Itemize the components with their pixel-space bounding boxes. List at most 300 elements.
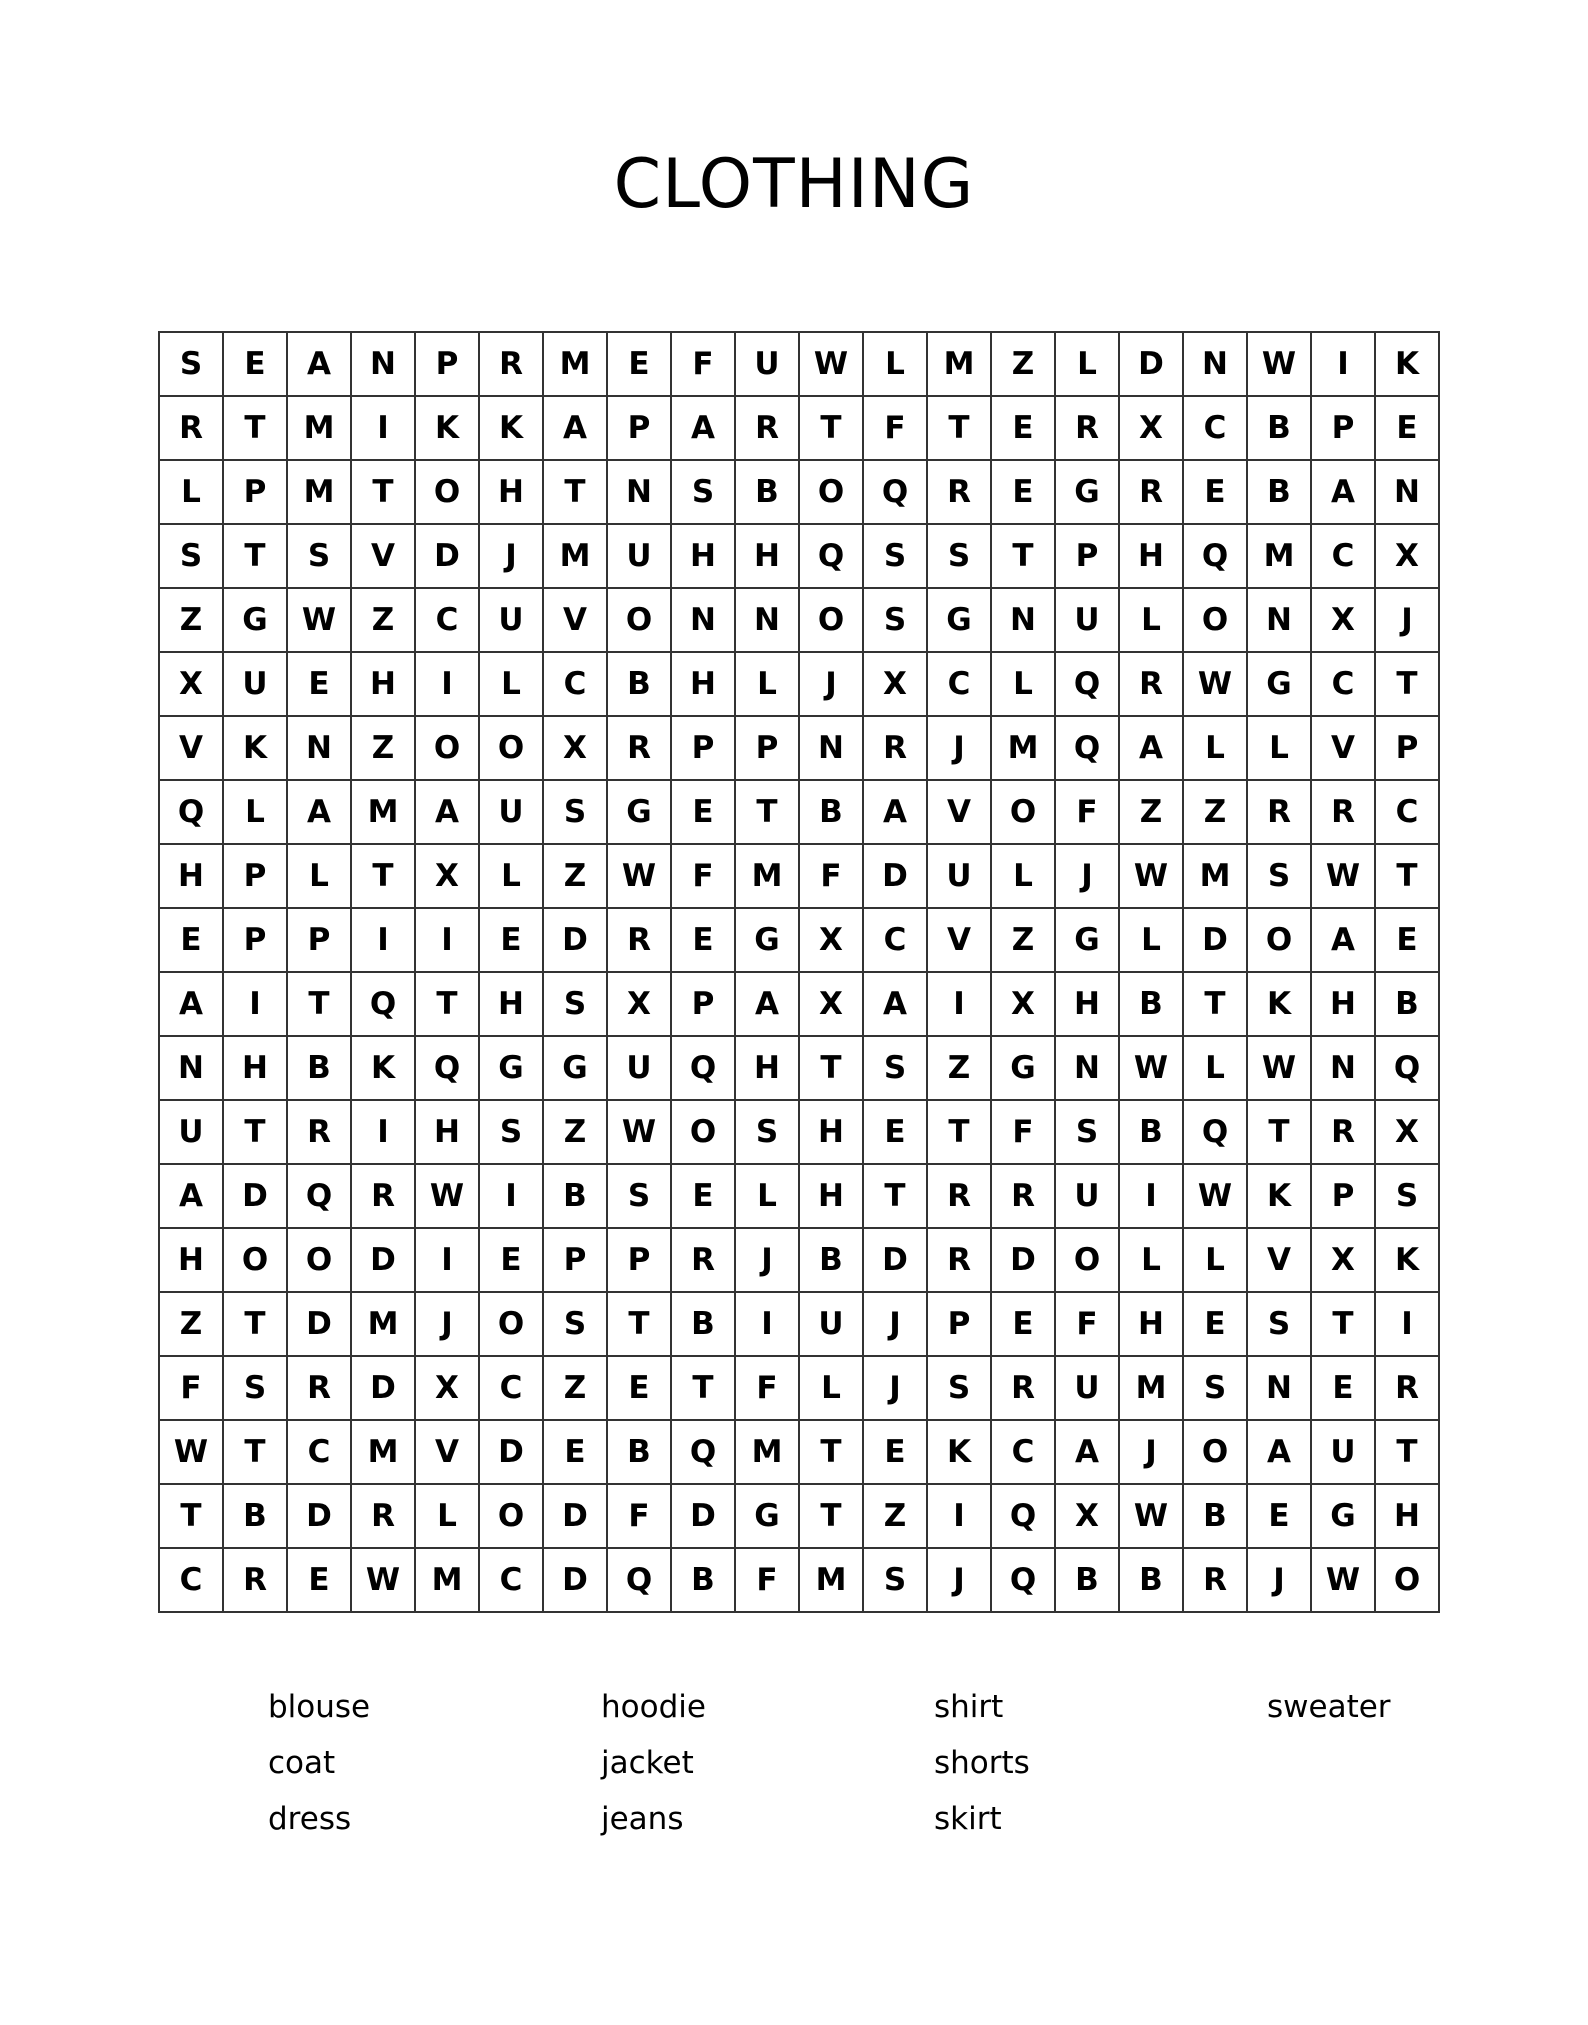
grid-cell: X [544, 717, 608, 781]
grid-cell: T [992, 525, 1056, 589]
grid-cell: P [928, 1293, 992, 1357]
grid-cell: K [1376, 1229, 1440, 1293]
grid-cell: E [1184, 1293, 1248, 1357]
grid-cell: T [352, 461, 416, 525]
grid-cell: N [1056, 1037, 1120, 1101]
grid-cell: E [992, 461, 1056, 525]
grid-cell: R [736, 397, 800, 461]
grid-cell: T [224, 525, 288, 589]
grid-cell: Q [160, 781, 224, 845]
grid-cell: L [480, 845, 544, 909]
grid-cell: E [1376, 397, 1440, 461]
grid-cell: W [160, 1421, 224, 1485]
grid-cell: X [1376, 1101, 1440, 1165]
grid-cell: K [352, 1037, 416, 1101]
grid-cell: S [864, 1549, 928, 1613]
grid-cell: X [800, 973, 864, 1037]
grid-cell: Q [1056, 653, 1120, 717]
grid-cell: H [1376, 1485, 1440, 1549]
grid-cell: P [288, 909, 352, 973]
grid-cell: E [992, 1293, 1056, 1357]
grid-cell: G [992, 1037, 1056, 1101]
grid-cell: V [928, 909, 992, 973]
word-list-item: jeans [601, 1801, 684, 1837]
grid-cell: L [416, 1485, 480, 1549]
grid-cell: N [352, 333, 416, 397]
grid-cell: S [160, 525, 224, 589]
grid-cell: P [544, 1229, 608, 1293]
grid-cell: O [416, 461, 480, 525]
grid-cell: U [800, 1293, 864, 1357]
grid-cell: F [160, 1357, 224, 1421]
grid-cell: A [672, 397, 736, 461]
grid-cell: E [672, 781, 736, 845]
grid-cell: S [160, 333, 224, 397]
grid-cell: I [736, 1293, 800, 1357]
grid-cell: Q [1376, 1037, 1440, 1101]
grid-cell: J [1056, 845, 1120, 909]
grid-cell: T [1184, 973, 1248, 1037]
grid-cell: B [672, 1293, 736, 1357]
grid-cell: N [288, 717, 352, 781]
grid-cell: I [416, 1229, 480, 1293]
grid-cell: U [608, 1037, 672, 1101]
grid-cell: O [1184, 1421, 1248, 1485]
grid-cell: S [480, 1101, 544, 1165]
grid-cell: U [736, 333, 800, 397]
grid-cell: O [800, 589, 864, 653]
grid-cell: D [992, 1229, 1056, 1293]
grid-cell: B [1184, 1485, 1248, 1549]
grid-cell: M [928, 333, 992, 397]
grid-cell: P [1056, 525, 1120, 589]
grid-cell: J [1376, 589, 1440, 653]
grid-cell: F [1056, 1293, 1120, 1357]
grid-cell: A [1120, 717, 1184, 781]
grid-cell: L [288, 845, 352, 909]
grid-cell: T [1376, 845, 1440, 909]
grid-cell: S [1376, 1165, 1440, 1229]
grid-cell: R [1312, 781, 1376, 845]
grid-cell: H [736, 1037, 800, 1101]
grid-cell: F [672, 845, 736, 909]
grid-cell: H [1120, 525, 1184, 589]
grid-cell: Q [352, 973, 416, 1037]
grid-cell: P [224, 461, 288, 525]
grid-cell: I [928, 1485, 992, 1549]
grid-cell: M [800, 1549, 864, 1613]
grid-cell: N [992, 589, 1056, 653]
word-list-item: dress [268, 1801, 352, 1837]
grid-cell: P [1312, 1165, 1376, 1229]
grid-cell: Z [864, 1485, 928, 1549]
grid-cell: M [352, 781, 416, 845]
grid-cell: W [608, 845, 672, 909]
word-list-item: jacket [601, 1745, 694, 1781]
grid-cell: F [800, 845, 864, 909]
grid-cell: V [544, 589, 608, 653]
grid-cell: S [864, 589, 928, 653]
grid-cell: P [416, 333, 480, 397]
grid-cell: A [288, 333, 352, 397]
grid-cell: O [1248, 909, 1312, 973]
grid-cell: A [864, 781, 928, 845]
grid-cell: R [992, 1165, 1056, 1229]
grid-cell: P [672, 973, 736, 1037]
grid-cell: D [672, 1485, 736, 1549]
grid-cell: H [672, 525, 736, 589]
grid-cell: U [928, 845, 992, 909]
grid-cell: C [480, 1357, 544, 1421]
grid-cell: S [1184, 1357, 1248, 1421]
grid-cell: T [1376, 653, 1440, 717]
grid-cell: T [224, 1293, 288, 1357]
grid-cell: K [480, 397, 544, 461]
grid-cell: B [1248, 397, 1312, 461]
word-list-item: blouse [268, 1689, 371, 1725]
grid-cell: R [992, 1357, 1056, 1421]
grid-cell: O [480, 717, 544, 781]
grid-cell: T [352, 845, 416, 909]
grid-cell: I [1312, 333, 1376, 397]
grid-cell: F [672, 333, 736, 397]
grid-cell: Q [672, 1421, 736, 1485]
grid-cell: D [864, 845, 928, 909]
grid-cell: H [800, 1165, 864, 1229]
grid-cell: D [544, 1549, 608, 1613]
grid-cell: K [1376, 333, 1440, 397]
grid-cell: K [1248, 1165, 1312, 1229]
grid-cell: A [160, 973, 224, 1037]
grid-cell: V [928, 781, 992, 845]
grid-cell: S [672, 461, 736, 525]
grid-cell: C [1376, 781, 1440, 845]
grid-cell: R [1312, 1101, 1376, 1165]
grid-cell: E [544, 1421, 608, 1485]
grid-cell: A [736, 973, 800, 1037]
grid-cell: G [1056, 909, 1120, 973]
grid-cell: X [160, 653, 224, 717]
grid-cell: M [544, 333, 608, 397]
grid-cell: A [1312, 461, 1376, 525]
grid-cell: U [608, 525, 672, 589]
grid-cell: X [1376, 525, 1440, 589]
grid-cell: Z [160, 1293, 224, 1357]
grid-cell: H [800, 1101, 864, 1165]
grid-cell: D [224, 1165, 288, 1229]
grid-cell: I [1376, 1293, 1440, 1357]
grid-cell: G [480, 1037, 544, 1101]
grid-cell: L [224, 781, 288, 845]
grid-cell: I [416, 909, 480, 973]
grid-cell: N [1184, 333, 1248, 397]
grid-cell: Z [160, 589, 224, 653]
grid-cell: G [224, 589, 288, 653]
grid-cell: P [224, 845, 288, 909]
grid-cell: F [608, 1485, 672, 1549]
grid-cell: Q [1056, 717, 1120, 781]
grid-cell: G [608, 781, 672, 845]
grid-cell: P [1376, 717, 1440, 781]
grid-cell: T [160, 1485, 224, 1549]
grid-cell: U [224, 653, 288, 717]
grid-cell: O [1184, 589, 1248, 653]
grid-cell: Z [1184, 781, 1248, 845]
grid-cell: T [544, 461, 608, 525]
grid-cell: T [800, 1037, 864, 1101]
grid-cell: A [1056, 1421, 1120, 1485]
grid-cell: A [160, 1165, 224, 1229]
grid-cell: E [608, 1357, 672, 1421]
grid-cell: U [1056, 1357, 1120, 1421]
grid-cell: E [288, 1549, 352, 1613]
grid-cell: S [928, 1357, 992, 1421]
grid-cell: L [864, 333, 928, 397]
word-list-item: coat [268, 1745, 336, 1781]
grid-cell: K [224, 717, 288, 781]
grid-cell: Z [544, 1357, 608, 1421]
grid-cell: W [1312, 1549, 1376, 1613]
grid-cell: I [1120, 1165, 1184, 1229]
grid-cell: B [608, 653, 672, 717]
grid-cell: W [1184, 1165, 1248, 1229]
grid-cell: S [544, 781, 608, 845]
grid-cell: A [1248, 1421, 1312, 1485]
grid-cell: H [160, 1229, 224, 1293]
grid-cell: P [672, 717, 736, 781]
grid-cell: W [288, 589, 352, 653]
grid-cell: O [992, 781, 1056, 845]
grid-cell: Z [544, 1101, 608, 1165]
grid-cell: B [672, 1549, 736, 1613]
grid-cell: Z [992, 333, 1056, 397]
grid-cell: T [928, 397, 992, 461]
grid-cell: L [480, 653, 544, 717]
grid-cell: I [352, 909, 416, 973]
grid-cell: J [736, 1229, 800, 1293]
grid-cell: J [864, 1357, 928, 1421]
grid-cell: G [736, 1485, 800, 1549]
grid-cell: T [736, 781, 800, 845]
grid-cell: N [800, 717, 864, 781]
grid-cell: N [1312, 1037, 1376, 1101]
grid-cell: L [1120, 909, 1184, 973]
grid-cell: D [352, 1229, 416, 1293]
word-search-grid [158, 331, 1440, 1613]
grid-cell: M [352, 1293, 416, 1357]
grid-cell: E [288, 653, 352, 717]
grid-cell: Q [992, 1485, 1056, 1549]
grid-cell: L [1120, 589, 1184, 653]
grid-cell: Q [288, 1165, 352, 1229]
grid-cell: Z [544, 845, 608, 909]
grid-cell: C [1312, 653, 1376, 717]
grid-cell: K [416, 397, 480, 461]
grid-cell: G [1248, 653, 1312, 717]
word-list-item: shirt [934, 1689, 1004, 1725]
grid-cell: L [1056, 333, 1120, 397]
grid-cell: M [352, 1421, 416, 1485]
grid-cell: M [1248, 525, 1312, 589]
grid-cell: K [928, 1421, 992, 1485]
grid-cell: W [1248, 333, 1312, 397]
grid-cell: Q [672, 1037, 736, 1101]
grid-cell: Z [992, 909, 1056, 973]
grid-cell: G [544, 1037, 608, 1101]
grid-cell: H [224, 1037, 288, 1101]
grid-cell: M [416, 1549, 480, 1613]
grid-cell: S [224, 1357, 288, 1421]
word-list-item: hoodie [601, 1689, 706, 1725]
grid-cell: S [928, 525, 992, 589]
grid-cell: R [608, 717, 672, 781]
grid-cell: B [224, 1485, 288, 1549]
grid-cell: L [992, 845, 1056, 909]
grid-cell: Z [352, 717, 416, 781]
grid-cell: H [672, 653, 736, 717]
grid-cell: S [544, 973, 608, 1037]
grid-cell: H [352, 653, 416, 717]
grid-cell: J [800, 653, 864, 717]
grid-cell: I [352, 397, 416, 461]
grid-cell: Q [1184, 525, 1248, 589]
grid-cell: M [736, 845, 800, 909]
grid-cell: E [672, 1165, 736, 1229]
grid-cell: W [1312, 845, 1376, 909]
grid-cell: X [416, 845, 480, 909]
grid-cell: F [992, 1101, 1056, 1165]
grid-cell: B [800, 1229, 864, 1293]
grid-cell: R [864, 717, 928, 781]
grid-cell: T [864, 1165, 928, 1229]
grid-cell: P [608, 397, 672, 461]
grid-cell: E [1184, 461, 1248, 525]
grid-cell: H [480, 973, 544, 1037]
grid-cell: A [416, 781, 480, 845]
grid-cell: X [1120, 397, 1184, 461]
grid-cell: X [416, 1357, 480, 1421]
grid-cell: X [864, 653, 928, 717]
grid-cell: C [288, 1421, 352, 1485]
grid-cell: U [1056, 589, 1120, 653]
grid-cell: M [992, 717, 1056, 781]
grid-cell: I [416, 653, 480, 717]
grid-cell: S [544, 1293, 608, 1357]
grid-cell: H [1120, 1293, 1184, 1357]
grid-cell: O [672, 1101, 736, 1165]
grid-cell: D [480, 1421, 544, 1485]
grid-cell: C [864, 909, 928, 973]
grid-cell: I [480, 1165, 544, 1229]
grid-cell: W [1248, 1037, 1312, 1101]
grid-cell: X [1056, 1485, 1120, 1549]
grid-cell: B [544, 1165, 608, 1229]
grid-cell: O [1056, 1229, 1120, 1293]
grid-cell: D [288, 1293, 352, 1357]
grid-cell: W [1184, 653, 1248, 717]
grid-cell: H [480, 461, 544, 525]
grid-cell: J [928, 717, 992, 781]
grid-cell: B [1376, 973, 1440, 1037]
grid-cell: E [1376, 909, 1440, 973]
grid-cell: Z [928, 1037, 992, 1101]
grid-cell: R [1120, 653, 1184, 717]
grid-cell: R [928, 1165, 992, 1229]
word-list-item: shorts [934, 1745, 1030, 1781]
grid-cell: C [544, 653, 608, 717]
grid-cell: I [224, 973, 288, 1037]
grid-cell: R [480, 333, 544, 397]
grid-cell: R [352, 1485, 416, 1549]
grid-cell: Q [992, 1549, 1056, 1613]
grid-cell: H [1312, 973, 1376, 1037]
grid-cell: M [544, 525, 608, 589]
grid-cell: F [736, 1549, 800, 1613]
grid-cell: B [288, 1037, 352, 1101]
grid-cell: S [1056, 1101, 1120, 1165]
grid-cell: O [416, 717, 480, 781]
grid-cell: Q [864, 461, 928, 525]
grid-cell: D [1184, 909, 1248, 973]
grid-cell: F [1056, 781, 1120, 845]
grid-cell: C [1312, 525, 1376, 589]
grid-cell: C [1184, 397, 1248, 461]
grid-cell: E [992, 397, 1056, 461]
grid-cell: B [800, 781, 864, 845]
grid-cell: E [864, 1101, 928, 1165]
grid-cell: R [1120, 461, 1184, 525]
grid-cell: N [608, 461, 672, 525]
grid-cell: C [928, 653, 992, 717]
grid-cell: R [928, 1229, 992, 1293]
grid-cell: J [1120, 1421, 1184, 1485]
grid-cell: Q [1184, 1101, 1248, 1165]
grid-cell: G [1056, 461, 1120, 525]
grid-cell: X [1312, 589, 1376, 653]
grid-cell: J [928, 1549, 992, 1613]
grid-cell: T [1248, 1101, 1312, 1165]
grid-cell: R [928, 461, 992, 525]
grid-cell: I [352, 1101, 416, 1165]
grid-cell: T [288, 973, 352, 1037]
grid-cell: D [544, 1485, 608, 1549]
grid-cell: Z [352, 589, 416, 653]
grid-cell: B [1120, 1549, 1184, 1613]
grid-cell: S [864, 525, 928, 589]
grid-cell: E [160, 909, 224, 973]
grid-cell: X [800, 909, 864, 973]
grid-cell: D [1120, 333, 1184, 397]
grid-cell: R [672, 1229, 736, 1293]
grid-cell: H [736, 525, 800, 589]
grid-cell: H [160, 845, 224, 909]
grid-cell: W [1120, 1485, 1184, 1549]
grid-cell: I [928, 973, 992, 1037]
grid-cell: O [480, 1293, 544, 1357]
grid-cell: D [352, 1357, 416, 1421]
grid-cell: B [1120, 973, 1184, 1037]
grid-cell: K [1248, 973, 1312, 1037]
grid-cell: O [288, 1229, 352, 1293]
grid-cell: Q [416, 1037, 480, 1101]
grid-cell: U [160, 1101, 224, 1165]
grid-cell: T [224, 1101, 288, 1165]
grid-cell: G [736, 909, 800, 973]
grid-cell: V [1312, 717, 1376, 781]
grid-cell: X [1312, 1229, 1376, 1293]
grid-cell: L [1184, 1229, 1248, 1293]
grid-cell: R [224, 1549, 288, 1613]
